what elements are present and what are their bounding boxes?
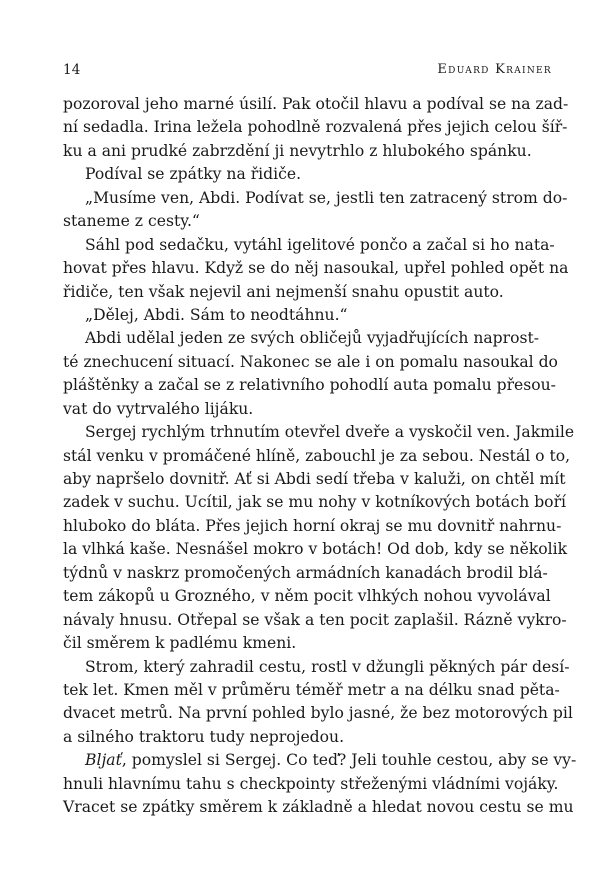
text-line: hnuli hlavnímu tahu s checkpointy střeženými vládními vojáky. <box>63 774 559 793</box>
text-line: hluboko do bláta. Přes jejich horní okraj se mu dovnitř nahrnu- <box>63 516 562 535</box>
text-line: ní sedadla. Irina ležela pohodlně rozvalená přes jejich celou šíř- <box>63 118 568 137</box>
text-line: Sáhl pod sedačku, vytáhl igelitové pončo a začal si ho nata- <box>85 235 555 254</box>
text-line: čil směrem k padlému kmeni. <box>63 634 297 653</box>
text-line: pláštěnky a začal se z relativního pohodlí auta pomalu přesou- <box>63 376 556 395</box>
text-line: „Musíme ven, Abdi. Podívat se, jestli ten zatracený strom do- <box>85 188 568 207</box>
page-number: 14 <box>63 62 81 78</box>
text-line: staneme z cesty.“ <box>63 212 200 231</box>
text-line: Abdi udělal jeden ze svých obličejů vyjadřujících naprost- <box>85 329 540 348</box>
text-line: tem zákopů u Grozného, v něm pocit vlhkých nohou vyvolával <box>63 587 551 606</box>
text-line: dvacet metrů. Na první pohled bylo jasné, že bez motorových pil <box>63 704 573 723</box>
text-line: té znechucení situací. Nakonec se ale i on pomalu nasoukal do <box>63 352 558 371</box>
text-line-rest: , pomyslel si Sergej. Co teď? Jeli touhle cestou, aby se vy- <box>121 751 577 770</box>
page-header <box>63 62 552 82</box>
text-line: Vracet se zpátky směrem k základně a hledat novou cestu se mu <box>63 798 574 817</box>
text-line: Sergej rychlým trhnutím otevřel dveře a vyskočil ven. Jakmile <box>85 423 575 442</box>
text-line: Podíval se zpátky na řidiče. <box>85 165 302 184</box>
text-line: řidiče, ten však nejevil ani nejmenší snahu opustit auto. <box>63 282 504 301</box>
text-line: tek let. Kmen měl v průměru téměř metr a na délku snad pěta- <box>63 680 560 699</box>
text-line: hovat přes hlavu. Když se do něj nasoukal, upřel pohled opět na <box>63 259 569 278</box>
running-head-author: Eduard Krainer <box>437 62 552 77</box>
italic-word: Bljať <box>85 751 122 770</box>
text-line: a silného traktoru tudy neprojedou. <box>63 727 345 746</box>
body-text <box>63 93 577 820</box>
text-line: vat do vytrvalého lijáku. <box>63 399 254 418</box>
text-line: aby napršelo dovnitř. Ať si Abdi sedí třeba v kaluži, on chtěl mít <box>63 470 566 488</box>
text-line: la vlhká kaše. Nesnášel mokro v botách! Od dob, kdy se několik <box>63 540 568 559</box>
text-line: pozoroval jeho marné úsilí. Pak otočil hlavu a podíval se na zad- <box>63 95 569 113</box>
text-line: stál venku v promáčené hlíně, zabouchl je za sebou. Nestál o to, <box>63 446 571 465</box>
text-line: Strom, který zahradil cestu, rostl v džungli pěkných pár desí- <box>85 657 570 676</box>
text-line: ku a ani prudké zabrzdění ji nevytrhlo z hlubokého spánku. <box>63 141 532 160</box>
text-line <box>63 749 577 772</box>
text-line: zadek v suchu. Ucítil, jak se mu nohy v kotníkových botách boří <box>63 493 567 512</box>
text-line: návaly hnusu. Otřepal se však a ten pocit zaplašil. Rázně vykro- <box>63 610 567 629</box>
text-line: týdnů v naskrz promočených armádních kanadách brodil blá- <box>63 563 548 582</box>
text-line: „Dělej, Abdi. Sám to neodtáhnu.“ <box>85 305 348 324</box>
